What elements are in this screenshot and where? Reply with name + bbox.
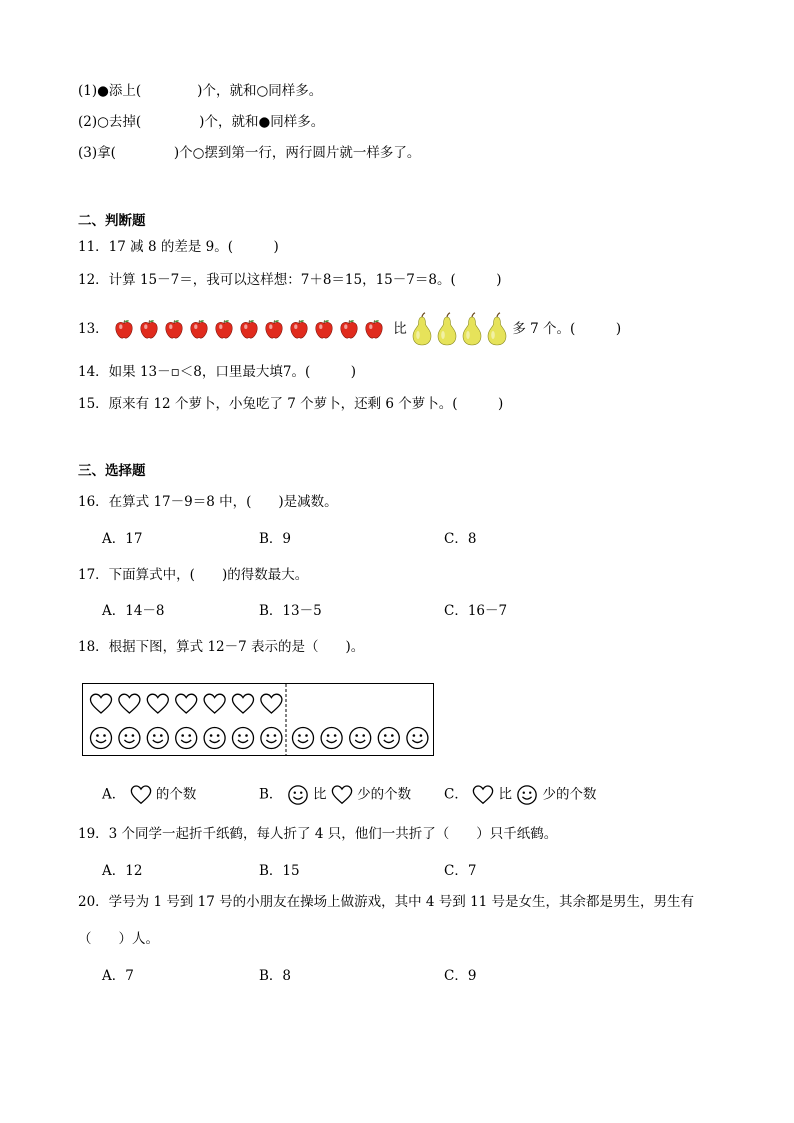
- q18-option-b[interactable]: [259, 782, 411, 807]
- figure-heart: [91, 694, 112, 713]
- q-part3-prefix: (3)拿(: [78, 145, 116, 161]
- pear-icon: [436, 312, 458, 346]
- apple-icon: [338, 318, 360, 340]
- question-16-stem: 16．在算式 17－9＝8 中，( )是减数。: [78, 494, 338, 510]
- q18-option-c[interactable]: [444, 782, 597, 807]
- apple-icon: [213, 318, 235, 340]
- figure-smiley: [147, 728, 168, 749]
- question-14: 14．如果 13－▫＜8，口里最大填7。( ): [78, 364, 357, 380]
- q-part2-prefix: (2)○去掉(: [78, 114, 142, 130]
- question-13-tail: 多 7 个。( ): [512, 321, 622, 337]
- figure-smiley: [119, 728, 140, 749]
- apple-icon: [263, 318, 285, 340]
- q20-option-a[interactable]: A．7: [102, 968, 134, 984]
- question-13-compare: 比: [393, 321, 407, 337]
- apple-icon: [138, 318, 160, 340]
- q-part1-suffix: )个，就和○同样多。: [197, 83, 323, 99]
- hearts-row: [91, 694, 282, 713]
- q19-option-b[interactable]: B．15: [259, 863, 300, 879]
- q18-option-a-text: 的个数: [155, 786, 197, 803]
- q-part2-suffix: )个，就和●同样多。: [199, 114, 325, 130]
- pear-icon: [461, 312, 483, 346]
- section2-title: 二、判断题: [78, 213, 146, 229]
- apple-icon: [188, 318, 210, 340]
- q18-option-a-label: A．: [102, 786, 126, 803]
- heart-icon: [331, 784, 353, 806]
- q17-option-b[interactable]: B．13－5: [259, 603, 322, 619]
- q-part2: [78, 113, 324, 131]
- figure-heart: [233, 694, 254, 713]
- apple-row: [113, 318, 385, 340]
- q18-option-c-text: 少的个数: [542, 786, 597, 803]
- section3-title: 三、选择题: [78, 463, 146, 479]
- apple-icon: [313, 318, 335, 340]
- q18-option-a[interactable]: [102, 782, 196, 807]
- q18-option-b-label: B．: [259, 786, 283, 803]
- apple-icon: [363, 318, 385, 340]
- figure-smiley: [233, 728, 254, 749]
- q16-option-b[interactable]: B．9: [259, 531, 292, 547]
- q16-option-c[interactable]: C．8: [444, 531, 477, 547]
- figure-smiley: [350, 728, 371, 749]
- question-11: 11．17 减 8 的差是 9。( ): [78, 239, 279, 255]
- question-20-stem: 20．学号为 1 号到 17 号的小朋友在操场上做游戏，其中 4 号到 11 号是女生，其余都是男生，男生有: [78, 894, 695, 910]
- apple-icon: [238, 318, 260, 340]
- figure-smiley: [321, 728, 342, 749]
- q-part3-suffix: )个○摆到第一行，两行圆片就一样多了。: [173, 145, 421, 161]
- q-part3: [78, 144, 420, 162]
- q16-option-a[interactable]: A．17: [102, 531, 143, 547]
- q18-option-c-label: C．: [444, 786, 468, 803]
- question-15: 15．原来有 12 个萝卜，小兔吃了 7 个萝卜，还剩 6 个萝卜。( ): [78, 396, 504, 412]
- figure-smiley: [293, 728, 314, 749]
- question-18-stem: 18．根据下图，算式 12－7 表示的是（ )。: [78, 639, 365, 655]
- figure-smiley: [204, 728, 225, 749]
- figure-heart: [147, 694, 168, 713]
- figure-smiley: [91, 728, 112, 749]
- question-20-stem-cont: （ ）人。: [78, 931, 159, 947]
- q20-option-c[interactable]: C．9: [444, 968, 477, 984]
- question-13: [78, 312, 621, 346]
- pear-row: [411, 312, 508, 346]
- smileys-row: [91, 728, 428, 749]
- pear-icon: [486, 312, 508, 346]
- heart-smiley-figure: [82, 683, 434, 756]
- q18-option-c-compare: 比: [498, 786, 512, 803]
- heart-icon: [472, 784, 494, 806]
- figure-heart: [204, 694, 225, 713]
- question-13-number: 13．: [78, 321, 109, 337]
- q20-option-b[interactable]: B．8: [259, 968, 292, 984]
- figure-smiley: [378, 728, 399, 749]
- figure-heart: [119, 694, 140, 713]
- figure-smiley: [176, 728, 197, 749]
- figure-heart: [176, 694, 197, 713]
- q19-option-c[interactable]: C．7: [444, 863, 477, 879]
- q19-option-a[interactable]: A．12: [102, 863, 143, 879]
- q-part1-prefix: (1)●添上(: [78, 83, 142, 99]
- smiley-icon: [516, 784, 538, 806]
- figure-smiley: [407, 728, 428, 749]
- q18-option-b-compare: 比: [313, 786, 327, 803]
- apple-icon: [163, 318, 185, 340]
- apple-icon: [288, 318, 310, 340]
- question-12: 12．计算 15－7＝，我可以这样想：7＋8＝15，15－7＝8。( ): [78, 272, 502, 288]
- question-17-stem: 17．下面算式中，( )的得数最大。: [78, 567, 309, 583]
- pear-icon: [411, 312, 433, 346]
- q17-option-c[interactable]: C．16－7: [444, 603, 508, 619]
- figure-heart: [261, 694, 282, 713]
- q17-option-a[interactable]: A．14－8: [102, 603, 165, 619]
- question-19-stem: 19．3 个同学一起折千纸鹤，每人折了 4 只，他们一共折了（ ）只千纸鹤。: [78, 826, 558, 842]
- figure-smiley: [261, 728, 282, 749]
- figure-drawing: [83, 684, 433, 755]
- q-part1: [78, 82, 322, 100]
- apple-icon: [113, 318, 135, 340]
- heart-icon: [130, 784, 152, 806]
- smiley-icon: [287, 784, 309, 806]
- q18-option-b-text: 少的个数: [357, 786, 412, 803]
